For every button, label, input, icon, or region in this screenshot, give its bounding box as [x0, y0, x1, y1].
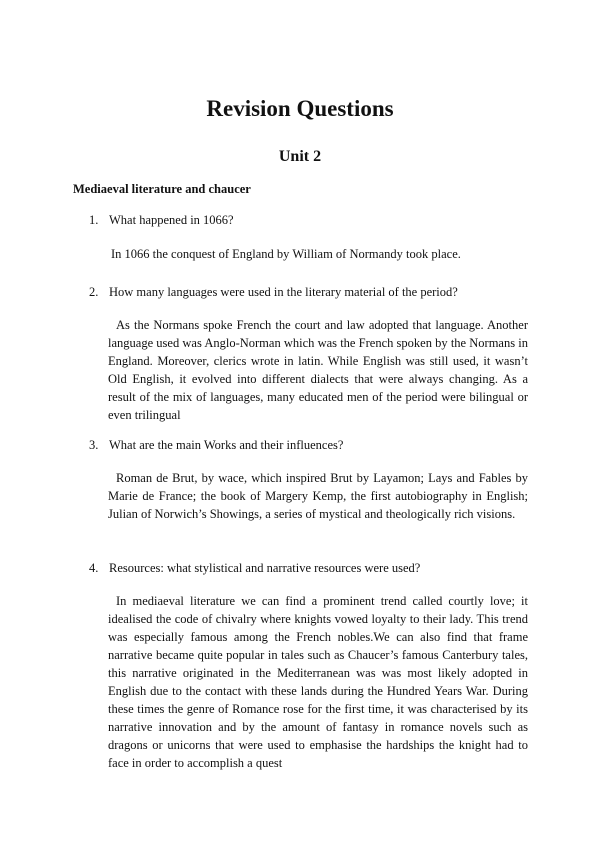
- question-number: 3.: [89, 438, 99, 452]
- question-1: [89, 212, 529, 228]
- question-number: 2.: [89, 285, 99, 299]
- answer-4: In mediaeval literature we can find a prominent trend called courtly love; it idealised the code of chivalry where knights vowed loyalty to their lady. This trend was especially famous among the French nobles.We can also find that frame narrative became quite popular in tales such as Chaucer’s famous Canterbury tales, this narrative originated in the Mediterranean was was most likely adopted in English due to the contact with these lands during the Hundred Years War. During these times the genre of Romance rose for the first time, it was characterised by its narrative innovation and by the amount of fantasy in romance novels such as dragons or unicorns that were used to emphasise the hardships the knight had to face in order to accomplish a quest: [108, 594, 528, 770]
- question-3: [89, 437, 529, 453]
- question-4: [89, 560, 529, 576]
- question-text: How many languages were used in the literary material of the period?: [109, 285, 458, 299]
- answer-1: In 1066 the conquest of England by William of Normandy took place.: [111, 247, 461, 261]
- question-text: What happened in 1066?: [109, 213, 234, 227]
- answer-3: Roman de Brut, by wace, which inspired Brut by Layamon; Lays and Fables by Marie de France; the book of Margery Kemp, the first autobiography in English; Julian of Norwich’s Showings, a series of mystical and theologically rich visions.: [108, 471, 528, 521]
- question-2: [89, 284, 529, 300]
- section-heading: Mediaeval literature and chaucer: [73, 182, 251, 196]
- question-number: 1.: [89, 213, 99, 227]
- question-text: Resources: what stylistical and narrative resources were used?: [109, 561, 421, 575]
- question-text: What are the main Works and their influences?: [109, 438, 344, 452]
- unit-heading: Unit 2: [278, 148, 322, 165]
- page-title: Revision Questions: [206, 96, 394, 121]
- answer-2: As the Normans spoke French the court and law adopted that language. Another language used was Anglo-Norman which was the French spoken by the Normans in England. Moreover, clerics wrote in latin. While English was still used, it wasn’t Old English, it evolved into different dialects that were always changing. As a result of the mix of languages, many educated men of the period were bilingual or even trilingual: [108, 318, 528, 422]
- question-number: 4.: [89, 561, 99, 575]
